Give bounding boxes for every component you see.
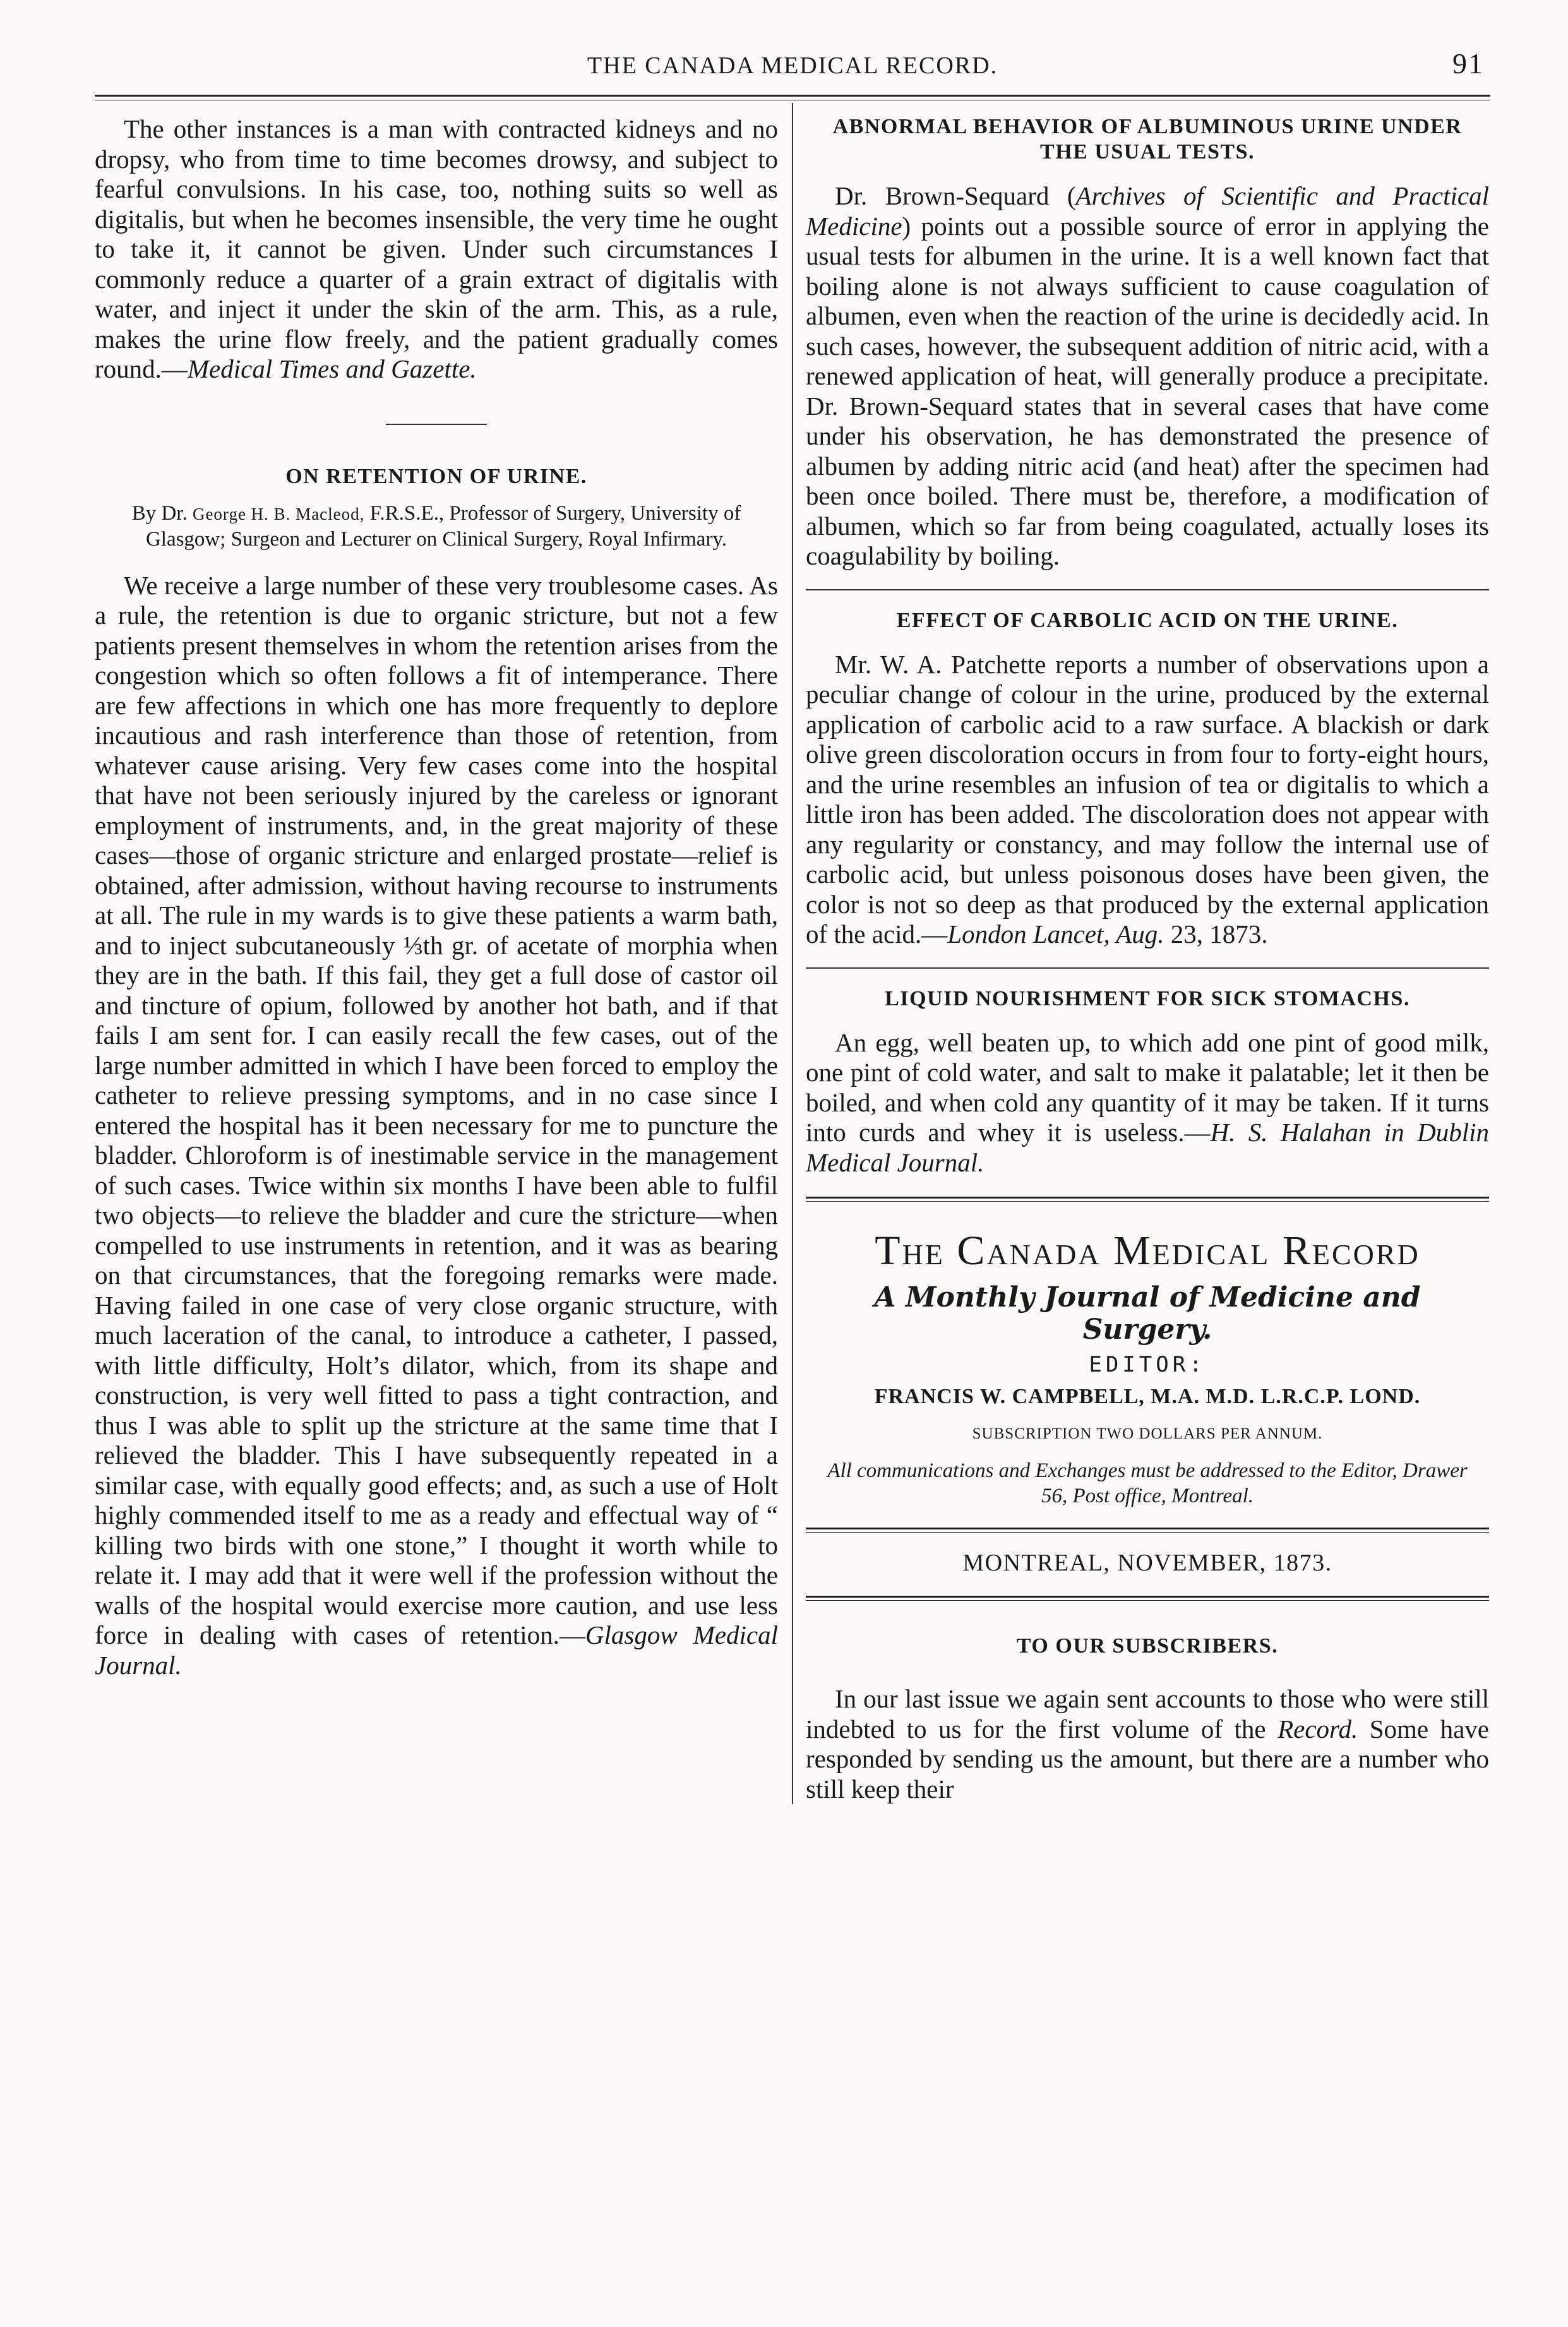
masthead-note: All communications and Exchanges must be addressed to the Editor, Drawer 56, Post office, Montreal. xyxy=(827,1459,1468,1507)
carbolic-text-a: Mr. W. A. Patchette reports a number of observations upon a peculiar change of colour in the urine, produced by the external application of carbolic acid to a raw surface. A blackish or dark olive green discoloration occurs in from four to forty-eight hours, and the urine resembles an infusion of tea or digitalis to which a little iron has been added. The discoloration does not appear with any regularity or constancy, and may follow the internal use of carbolic acid, but unless poisonous doses have been given, the color is not so deep as that produced by the external application of the acid.— xyxy=(806,649,1489,948)
subscribers-citation: Record. xyxy=(1278,1714,1358,1744)
intro-text: The other instances is a man with contracted kidneys and no dropsy, who from time to time becomes drowsy, and subject to fearful convulsions. In his case, too, nothing suits so well as digitalis, but when he becomes insensible, the very time he ought to take it, it cannot be given. Under such circumstances I commonly reduce a quarter of a grain extract of digitalis with water, and inject it under the skin of the arm. This, as a rule, makes the urine flow freely, and the patient gradually comes round.— xyxy=(95,114,778,383)
masthead-editor-name: FRANCIS W. CAMPBELL, M.A. M.D. L.R.C.P. LOND. xyxy=(874,1385,1421,1408)
section-rule xyxy=(806,967,1489,969)
left-column xyxy=(95,114,792,1804)
byline-prefix: By Dr. xyxy=(131,501,193,525)
section-title-albuminous: ABNORMAL BEHAVIOR OF ALBUMINOUS URINE UNDER THE USUAL TESTS. xyxy=(832,115,1463,164)
right-column xyxy=(792,114,1489,1804)
byline-author: George H. B. Macleod, xyxy=(192,504,365,523)
albuminous-citation: Archives of Scientific and Practical Medicine xyxy=(806,181,1489,241)
dateline: MONTREAL, NOVEMBER, 1873. xyxy=(962,1550,1332,1576)
dateline-rule-bottom xyxy=(806,1596,1489,1601)
section-title-subscribers: TO OUR SUBSCRIBERS. xyxy=(1016,1634,1279,1658)
byline-affiliation: F.R.S.E., Professor of Surgery, University of Glasgow; Surgeon and Lecturer on Clinical Surgery, Royal Infirmary. xyxy=(145,501,741,551)
running-head xyxy=(95,38,1490,95)
subscribers-body xyxy=(806,1684,1489,1804)
intro-paragraph xyxy=(95,114,778,385)
nourishment-citation: H. S. Halahan in Dublin Medical Journal. xyxy=(806,1118,1489,1177)
header-rule xyxy=(95,95,1490,100)
nourishment-text: An egg, well beaten up, to which add one pint of good milk, one pint of cold water, and salt to make it palatable; let it then be boiled, and when cold any quantity of it may be taken. If it turns into curds and whey it is useless.— xyxy=(806,1027,1489,1147)
running-title: THE CANADA MEDICAL RECORD. xyxy=(587,52,998,79)
subscribers-text-b: Some have responded by sending us the amount, but there are a number who still keep their xyxy=(806,1714,1490,1804)
carbolic-text-b: 23, 1873. xyxy=(1164,919,1268,948)
masthead-editor-label: EDITOR: xyxy=(1089,1352,1206,1377)
section-rule xyxy=(806,589,1489,590)
albuminous-text-b: ) points out a possible source of error in applying the usual tests for albumen in the urine. It is a well known fact that boiling alone is not always sufficient to cause coagulation of albumen, even when the reaction of the urine is decidedly acid. In such cases, however, the subsequent addition of nitric acid, with a renewed application of heat, will generally produce a precipitate. Dr. Brown-Sequard states that in several cases that have come under his observation, he has demonstrated the presence of albumen by adding nitric acid (and heat) after the specimen had been once boiled. There must be, therefore, a modification of albumen, which so far from being coagulated, actually loses its coagulability by boiling. xyxy=(806,211,1489,570)
journal-page xyxy=(95,38,1490,2286)
intro-source: Medical Times and Gazette. xyxy=(187,354,477,383)
page-number: 91 xyxy=(1452,47,1484,80)
retention-source: Glasgow Medical Journal. xyxy=(95,1620,778,1680)
masthead-title: The Canada Medical Record xyxy=(875,1228,1420,1274)
article-byline xyxy=(107,501,765,552)
retention-body xyxy=(95,571,778,1681)
masthead-subscription: SUBSCRIPTION TWO DOLLARS PER ANNUM. xyxy=(972,1425,1323,1442)
masthead-subtitle: A Monthly Journal of Medicine and Surgery. xyxy=(874,1281,1421,1346)
column-divider xyxy=(792,103,793,1804)
subscribers-text-a: In our last issue we again sent accounts to those who were still indebted to us for the first volume of the xyxy=(806,1684,1489,1744)
retention-text: We receive a large number of these very troublesome cases. As a rule, the retention is due to organic stricture, but not a few patients present themselves in whom the retention arises from the congestion which so often follows a fit of intemperance. There are few affections in which one has more frequently to deplore incautious and rash interference than those of retention, from whatever cause arising. Very few cases come into the hospital that have not been seriously injured by the careless or ignorant employment of instruments, and, in the great majority of these cases—those of organic stricture and enlarged prostate—relief is obtained, after admission, without having recourse to instruments at all. The rule in my wards is to give these patients a warm bath, and to inject subcutaneously ⅓th gr. of acetate of morphia when they are in the bath. If this fail, they get a full dose of castor oil and tincture of opium, followed by another hot bath, and if that fails I am sent for. I can easily recall the few cases, out of the large number admitted in which I have been forced to employ the catheter to relieve pressing symptoms, and in no case since I entered the hospital has it been necessary for me to puncture the bladder. Chloroform is of inestimable service in the management of such cases. Twice within six months I have been able to fulfil two objects—to relieve the bladder and cure the stricture—when compelled to use instruments in retention, and it was as bearing on that circumstances, that the foregoing remarks were made. Having failed in one case of very close organic structure, with much laceration of the canal, to introduce a catheter, I passed, with little difficulty, Holt’s dilator, which, from its shape and construction, is very well fitted to pass a tight contraction, and thus I was able to split up the stricture at the same time that I relieved the bladder. This I have subsequently repeated in a similar case, with equally good effects; and, as such a use of Holt highly commended itself to me as a ready and effectual way of “ killing two birds with one stone,” I thought it worth while to relate it. I may add that it were well if the profession without the walls of the hospital would exercise more caution, and use less force in dealing with cases of retention.— xyxy=(95,570,778,1649)
carbolic-citation: London Lancet, Aug. xyxy=(947,919,1164,948)
section-title-carbolic: EFFECT OF CARBOLIC ACID ON THE URINE. xyxy=(896,608,1399,632)
two-column-body xyxy=(95,114,1490,1804)
masthead-rule xyxy=(806,1197,1489,1202)
albuminous-text-a: Dr. Brown-Sequard ( xyxy=(835,181,1076,210)
section-title-retention: ON RETENTION OF URINE. xyxy=(285,464,587,488)
section-rule xyxy=(386,424,487,425)
albuminous-body xyxy=(806,181,1489,571)
nourishment-body xyxy=(806,1028,1489,1178)
section-title-nourishment: LIQUID NOURISHMENT FOR SICK STOMACHS. xyxy=(885,986,1410,1010)
carbolic-body xyxy=(806,650,1489,950)
dateline-rule-top xyxy=(806,1528,1489,1533)
